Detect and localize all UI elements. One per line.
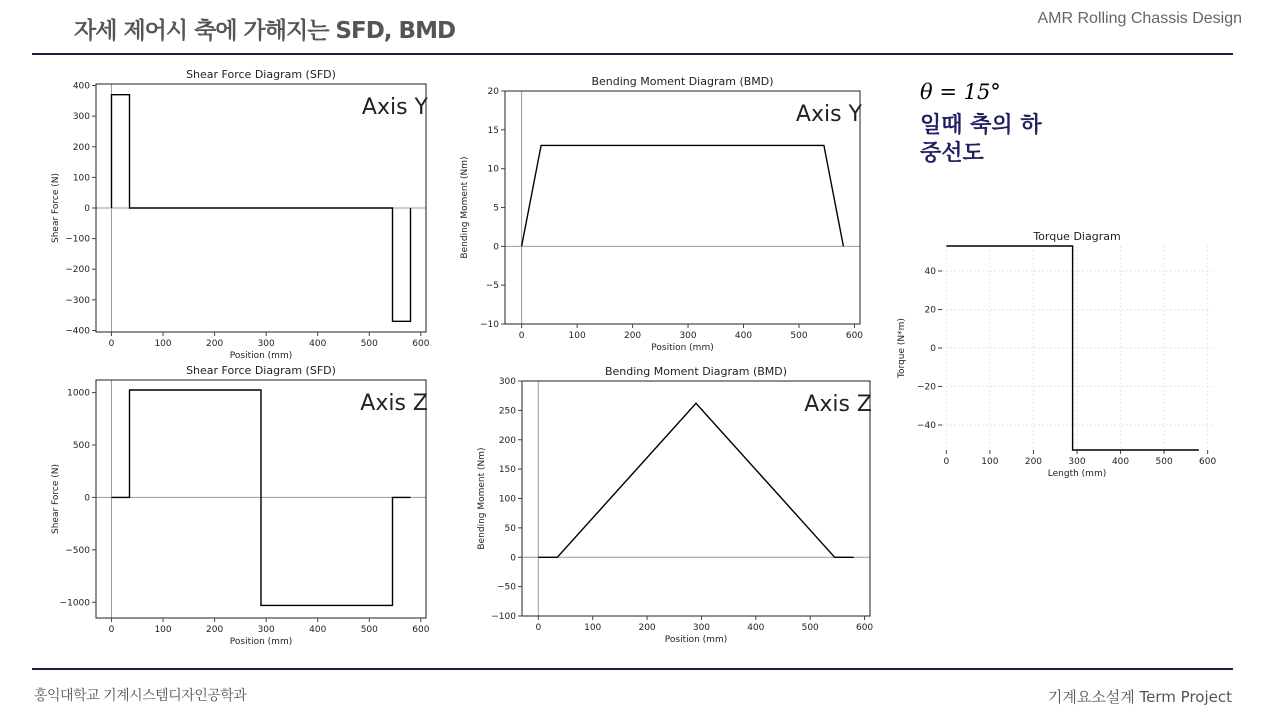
y-tick-label: 0: [930, 344, 936, 354]
y-tick-label: 20: [487, 87, 499, 97]
y-tick-label: −500: [65, 545, 90, 556]
y-tick-label: 40: [924, 267, 936, 278]
footer-course: 기계요소설계 Term Project: [1047, 688, 1232, 706]
slide-title: 자세 제어시 축에 가해지는 SFD, BMD: [74, 18, 456, 44]
x-axis-label: Position (mm): [229, 637, 293, 647]
y-tick-label: 15: [487, 125, 499, 136]
x-tick-label: 100: [568, 331, 586, 341]
x-tick-label: 100: [584, 623, 602, 633]
y-tick-label: 0: [510, 553, 516, 564]
x-tick-label: 100: [154, 625, 172, 635]
x-tick-label: 400: [309, 625, 327, 635]
y-tick-label: 50: [504, 523, 516, 534]
x-axis-label: Length (mm): [1047, 469, 1107, 479]
y-tick-label: 100: [72, 173, 90, 184]
chart-title: Bending Moment Diagram (BMD): [591, 75, 774, 88]
y-tick-label: 0: [493, 242, 499, 253]
y-axis-label: Bending Moment (Nm): [477, 447, 487, 550]
x-axis-label: Position (mm): [664, 635, 728, 645]
x-tick-label: 400: [309, 339, 327, 349]
x-tick-label: 100: [154, 339, 172, 349]
y-axis-label: Bending Moment (Nm): [460, 156, 470, 259]
x-tick-label: 400: [734, 331, 753, 341]
x-tick-label: 0: [943, 457, 950, 467]
x-tick-label: 400: [1111, 457, 1130, 467]
y-tick-label: 150: [498, 465, 516, 476]
x-axis-label: Position (mm): [651, 343, 714, 353]
x-tick-label: 400: [747, 623, 765, 633]
x-tick-label: 500: [360, 625, 378, 635]
axis-annotation: Axis Y: [795, 102, 862, 127]
x-tick-label: 500: [790, 331, 808, 341]
chart-title: Shear Force Diagram (SFD): [186, 364, 336, 377]
x-tick-label: 0: [535, 623, 542, 633]
y-tick-label: −50: [497, 582, 516, 593]
slide-subtitle: AMR Rolling Chassis Design: [1037, 10, 1242, 27]
x-tick-label: 200: [206, 339, 224, 349]
y-axis-label: Torque (N*m): [897, 318, 907, 378]
x-tick-label: 300: [679, 331, 697, 341]
y-tick-label: −100: [65, 234, 90, 245]
y-tick-label: 250: [498, 406, 516, 417]
x-tick-label: 500: [360, 339, 378, 349]
x-tick-label: 300: [257, 339, 275, 349]
axis-annotation: Axis Z: [804, 392, 872, 417]
y-tick-label: −20: [917, 382, 936, 393]
y-tick-label: −5: [485, 281, 499, 292]
y-tick-label: −100: [491, 612, 516, 622]
x-tick-label: 0: [518, 331, 525, 341]
x-axis-label: Position (mm): [229, 351, 293, 361]
y-tick-label: −40: [917, 420, 936, 431]
condition-note: [920, 80, 1100, 168]
series-line: [946, 246, 1199, 450]
y-tick-label: −300: [65, 295, 90, 306]
axis-annotation: Axis Z: [360, 391, 428, 416]
y-tick-label: 300: [498, 377, 516, 387]
theta-equation: θ = 15°: [920, 80, 1001, 104]
y-tick-label: 100: [498, 494, 516, 505]
y-tick-label: 10: [487, 164, 499, 175]
x-tick-label: 200: [638, 623, 656, 633]
chart-title: Bending Moment Diagram (BMD): [604, 365, 788, 378]
y-tick-label: 5: [493, 203, 499, 214]
y-tick-label: −10: [480, 320, 499, 330]
x-tick-label: 600: [412, 339, 430, 349]
x-tick-label: 200: [1024, 457, 1043, 467]
y-tick-label: −200: [65, 265, 90, 276]
x-tick-label: 600: [845, 331, 864, 341]
x-tick-label: 600: [412, 625, 430, 635]
x-tick-label: 100: [981, 457, 999, 467]
y-tick-label: 200: [72, 142, 90, 153]
condition-text: 일때 축의 하중선도: [920, 113, 1042, 166]
footer-department: 홍익대학교 기계시스템디자인공학과: [34, 688, 247, 704]
x-tick-label: 0: [108, 625, 115, 635]
y-tick-label: 20: [924, 305, 936, 316]
y-tick-label: 400: [72, 81, 90, 92]
chart-title: Torque Diagram: [1033, 230, 1121, 243]
x-tick-label: 300: [257, 625, 275, 635]
x-tick-label: 200: [206, 625, 224, 635]
y-tick-label: 300: [72, 112, 90, 123]
y-tick-label: −1000: [59, 598, 90, 609]
x-tick-label: 600: [855, 623, 874, 633]
y-tick-label: 1000: [67, 388, 90, 399]
axis-annotation: Axis Y: [361, 95, 428, 120]
y-tick-label: −400: [65, 326, 90, 337]
x-tick-label: 500: [1155, 457, 1173, 467]
x-tick-label: 500: [801, 623, 819, 633]
y-tick-label: 500: [72, 441, 90, 452]
x-tick-label: 600: [1199, 457, 1217, 467]
y-tick-label: 0: [84, 204, 90, 214]
x-tick-label: 300: [1068, 457, 1086, 467]
y-axis-label: Shear Force (N): [51, 173, 61, 243]
y-tick-label: 200: [498, 435, 516, 446]
y-axis-label: Shear Force (N): [51, 464, 61, 534]
bottom-divider: [32, 668, 1233, 670]
x-tick-label: 200: [623, 331, 642, 341]
chart-title: Shear Force Diagram (SFD): [186, 68, 336, 81]
y-tick-label: 0: [84, 493, 90, 504]
x-tick-label: 0: [108, 339, 115, 349]
x-tick-label: 300: [692, 623, 711, 633]
